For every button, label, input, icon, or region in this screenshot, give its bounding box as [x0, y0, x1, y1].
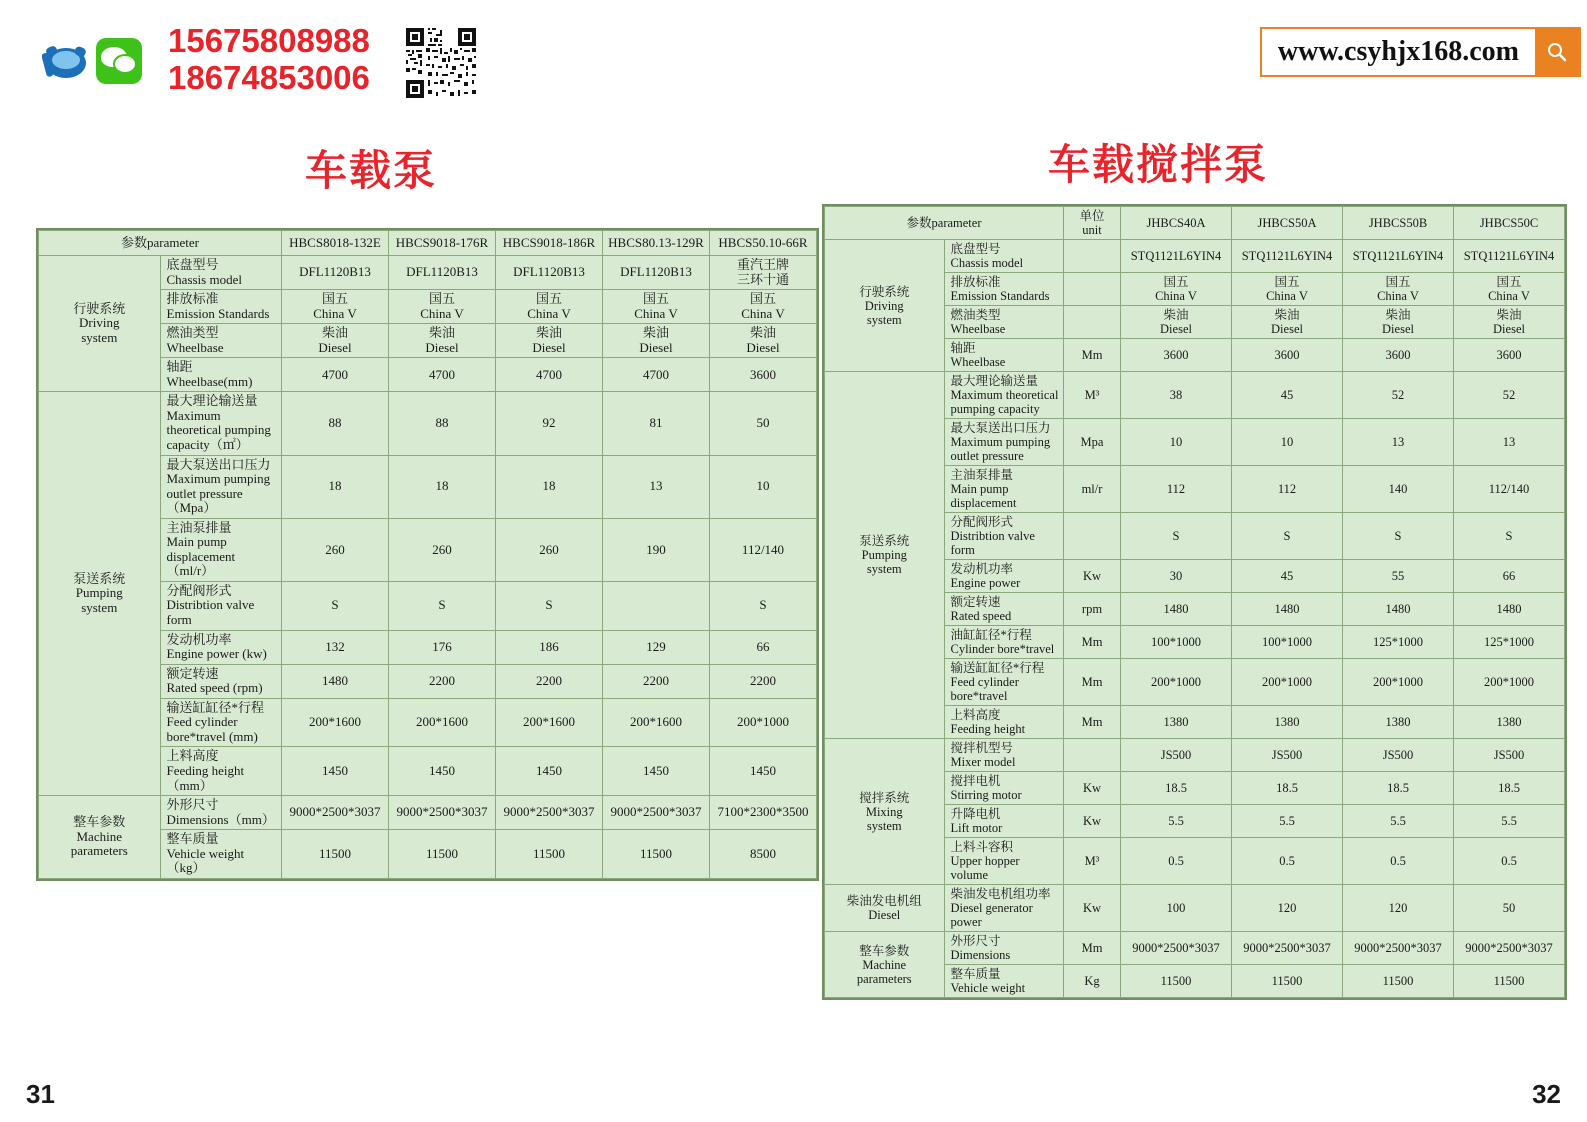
cell-unit — [1064, 306, 1121, 339]
cell-value: S — [389, 581, 496, 630]
page-title-left: 车载泵 — [305, 147, 438, 194]
cell-value: STQ1121L6YIN4 — [1343, 240, 1454, 273]
cell-value: 66 — [710, 630, 817, 664]
cell-value: 国五 China V — [603, 290, 710, 324]
phone-number-1: 15675808988 — [168, 22, 370, 59]
row-label: 最大理论输送量 Maximum theoretical pumping capacity（㎡） — [160, 392, 282, 455]
group-label-2: 整车参数 Machine parameters — [39, 796, 161, 879]
cell-value: 1480 — [1232, 593, 1343, 626]
cell-value: 50 — [1454, 885, 1565, 932]
row-label: 外形尺寸 Dimensions（mm） — [160, 796, 282, 830]
cell-value: 2200 — [603, 664, 710, 698]
cell-value: 9000*2500*3037 — [496, 796, 603, 830]
row-label: 油缸缸径*行程 Cylinder bore*travel — [944, 626, 1064, 659]
cell-value: 88 — [282, 392, 389, 455]
cell-value: 11500 — [1232, 965, 1343, 998]
cell-value: 18.5 — [1454, 772, 1565, 805]
cell-value: 1450 — [710, 747, 817, 796]
cell-unit: Mm — [1064, 626, 1121, 659]
cell-value: 柴油 Diesel — [1232, 306, 1343, 339]
row-label: 底盘型号 Chassis model — [944, 240, 1064, 273]
cell-value: 18.5 — [1121, 772, 1232, 805]
row-label: 底盘型号 Chassis model — [160, 256, 282, 290]
cell-value: 112/140 — [710, 518, 817, 581]
cell-value: 1450 — [496, 747, 603, 796]
cell-value: S — [282, 581, 389, 630]
cell-value: S — [1121, 513, 1232, 560]
cell-value: 3600 — [1232, 339, 1343, 372]
cell-value: 9000*2500*3037 — [282, 796, 389, 830]
cell-unit — [1064, 513, 1121, 560]
cell-unit: Mm — [1064, 706, 1121, 739]
row-label: 整车质量 Vehicle weight （kg） — [160, 830, 282, 879]
cell-value: DFL1120B13 — [496, 256, 603, 290]
website-search-box[interactable] — [1260, 27, 1581, 77]
group-label-1: 泵送系统 Pumping system — [39, 392, 161, 796]
group-label-1: 泵送系统 Pumping system — [825, 372, 945, 739]
page-header — [0, 0, 1587, 110]
cell-value: 1380 — [1343, 706, 1454, 739]
cell-value: 176 — [389, 630, 496, 664]
cell-value: 200*1000 — [1121, 659, 1232, 706]
cell-value: 100*1000 — [1232, 626, 1343, 659]
group-label-3: 柴油发电机组 Diesel — [825, 885, 945, 932]
row-label: 最大泵送出口压力 Maximum pumping outlet pressure （Mpa） — [160, 455, 282, 518]
row-label: 燃油类型 Wheelbase — [160, 324, 282, 358]
table-row — [825, 240, 1565, 273]
cell-value: 4700 — [496, 358, 603, 392]
header-cell-model-0: JHBCS40A — [1121, 207, 1232, 240]
cell-value: 0.5 — [1121, 838, 1232, 885]
cell-value: STQ1121L6YIN4 — [1232, 240, 1343, 273]
cell-value: 260 — [282, 518, 389, 581]
cell-value: 3600 — [1121, 339, 1232, 372]
cell-value: S — [1343, 513, 1454, 560]
cell-unit: Kg — [1064, 965, 1121, 998]
spec-table-right — [824, 206, 1565, 998]
cell-value: DFL1120B13 — [282, 256, 389, 290]
cell-value: DFL1120B13 — [389, 256, 496, 290]
cell-value: 13 — [603, 455, 710, 518]
cell-value: 国五 China V — [389, 290, 496, 324]
cell-value: 88 — [389, 392, 496, 455]
cell-value: 18.5 — [1343, 772, 1454, 805]
cell-value: 1380 — [1121, 706, 1232, 739]
cell-unit: rpm — [1064, 593, 1121, 626]
row-label: 发动机功率 Engine power — [944, 560, 1064, 593]
cell-value: 11500 — [1343, 965, 1454, 998]
cell-unit: M³ — [1064, 838, 1121, 885]
cell-value: 重汽王牌 三环十通 — [710, 256, 817, 290]
row-label: 分配阀形式 Distribtion valve form — [160, 581, 282, 630]
cell-value: 129 — [603, 630, 710, 664]
cell-value: 120 — [1232, 885, 1343, 932]
cell-value: 9000*2500*3037 — [1232, 932, 1343, 965]
cell-value: 260 — [389, 518, 496, 581]
cell-value: 柴油 Diesel — [389, 324, 496, 358]
cell-value: DFL1120B13 — [603, 256, 710, 290]
page-number-right: 32 — [1532, 1079, 1561, 1109]
cell-value: 200*1600 — [389, 698, 496, 747]
cell-value: 4700 — [603, 358, 710, 392]
cell-value: 9000*2500*3037 — [603, 796, 710, 830]
cell-value: 18 — [496, 455, 603, 518]
cell-value: 38 — [1121, 372, 1232, 419]
cell-value: 200*1000 — [1232, 659, 1343, 706]
header-cell-unit: 单位 unit — [1064, 207, 1121, 240]
cell-value: 13 — [1454, 419, 1565, 466]
cell-value: 1450 — [389, 747, 496, 796]
cell-value: 国五 China V — [282, 290, 389, 324]
cell-value: 国五 China V — [496, 290, 603, 324]
cell-value: 柴油 Diesel — [1121, 306, 1232, 339]
cell-value: S — [1454, 513, 1565, 560]
cell-value: 125*1000 — [1454, 626, 1565, 659]
cell-value: 50 — [710, 392, 817, 455]
cell-value: JS500 — [1454, 739, 1565, 772]
cell-value: 柴油 Diesel — [1343, 306, 1454, 339]
cell-value: 1380 — [1232, 706, 1343, 739]
cell-value: 186 — [496, 630, 603, 664]
header-cell-model-2: JHBCS50B — [1343, 207, 1454, 240]
cell-value: 1450 — [603, 747, 710, 796]
group-label-0: 行驶系统 Driving system — [39, 256, 161, 392]
row-label: 输送缸缸径*行程 Feed cylinder bore*travel — [944, 659, 1064, 706]
cell-value: 11500 — [496, 830, 603, 879]
cell-value: 11500 — [282, 830, 389, 879]
cell-value: 9000*2500*3037 — [1121, 932, 1232, 965]
group-label-0: 行驶系统 Driving system — [825, 240, 945, 372]
row-label: 主油泵排量 Main pump displacement （ml/r） — [160, 518, 282, 581]
cell-value: JS500 — [1232, 739, 1343, 772]
table-row — [39, 796, 817, 830]
cell-value: 0.5 — [1343, 838, 1454, 885]
cell-unit: Mm — [1064, 339, 1121, 372]
cell-value: 2200 — [389, 664, 496, 698]
wechat-icon — [96, 38, 142, 84]
row-label: 排放标准 Emission Standards — [160, 290, 282, 324]
row-label: 主油泵排量 Main pump displacement — [944, 466, 1064, 513]
cell-value: 1480 — [1343, 593, 1454, 626]
contact-icons — [42, 38, 142, 84]
cell-value: 10 — [1121, 419, 1232, 466]
cell-value: 112/140 — [1454, 466, 1565, 513]
cell-value: 81 — [603, 392, 710, 455]
cell-value: 5.5 — [1121, 805, 1232, 838]
contact-phone-numbers — [168, 22, 370, 96]
cell-value: 18 — [389, 455, 496, 518]
cell-value: 18.5 — [1232, 772, 1343, 805]
cell-value: 柴油 Diesel — [603, 324, 710, 358]
cell-unit: Mm — [1064, 932, 1121, 965]
table-row — [825, 885, 1565, 932]
qr-code-icon — [404, 26, 478, 100]
cell-value: 0.5 — [1232, 838, 1343, 885]
row-label: 额定转速 Rated speed — [944, 593, 1064, 626]
cell-value: 8500 — [710, 830, 817, 879]
row-label: 升降电机 Lift motor — [944, 805, 1064, 838]
row-label: 搅拌电机 Stirring motor — [944, 772, 1064, 805]
spec-table-left-wrapper — [36, 228, 819, 881]
header-cell-model-3: HBCS80.13-129R — [603, 231, 710, 256]
row-label: 整车质量 Vehicle weight — [944, 965, 1064, 998]
cell-value: 10 — [710, 455, 817, 518]
row-label: 搅拌机型号 Mixer model — [944, 739, 1064, 772]
row-label: 发动机功率 Engine power (kw) — [160, 630, 282, 664]
row-label: 燃油类型 Wheelbase — [944, 306, 1064, 339]
cell-value: 国五 China V — [1121, 273, 1232, 306]
table-header-row — [39, 231, 817, 256]
cell-value: 100 — [1121, 885, 1232, 932]
cell-value — [603, 581, 710, 630]
cell-value: 1480 — [1454, 593, 1565, 626]
row-label: 外形尺寸 Dimensions — [944, 932, 1064, 965]
cell-value: 3600 — [1343, 339, 1454, 372]
cell-value: 200*1000 — [1454, 659, 1565, 706]
cell-value: JS500 — [1121, 739, 1232, 772]
cell-value: 9000*2500*3037 — [389, 796, 496, 830]
cell-value: 1480 — [282, 664, 389, 698]
page-number-left: 31 — [26, 1079, 55, 1109]
cell-value: 国五 China V — [1232, 273, 1343, 306]
cell-value: STQ1121L6YIN4 — [1121, 240, 1232, 273]
cell-value: 1480 — [1121, 593, 1232, 626]
cell-value: 11500 — [389, 830, 496, 879]
cell-unit: Kw — [1064, 885, 1121, 932]
cell-value: 112 — [1121, 466, 1232, 513]
cell-unit — [1064, 739, 1121, 772]
header-cell-model-4: HBCS50.10-66R — [710, 231, 817, 256]
cell-value: 45 — [1232, 372, 1343, 419]
cell-value: 200*1000 — [710, 698, 817, 747]
cell-value: 120 — [1343, 885, 1454, 932]
cell-unit: ml/r — [1064, 466, 1121, 513]
cell-value: 4700 — [389, 358, 496, 392]
cell-value: 13 — [1343, 419, 1454, 466]
cell-unit: Mpa — [1064, 419, 1121, 466]
cell-value: 18 — [282, 455, 389, 518]
header-cell-parameter: 参数parameter — [39, 231, 282, 256]
cell-value: 9000*2500*3037 — [1454, 932, 1565, 965]
header-cell-model-2: HBCS9018-186R — [496, 231, 603, 256]
page-title-right: 车载搅拌泵 — [1048, 141, 1269, 188]
cell-value: 柴油 Diesel — [710, 324, 817, 358]
cell-value: 190 — [603, 518, 710, 581]
cell-value: JS500 — [1343, 739, 1454, 772]
cell-value: 260 — [496, 518, 603, 581]
table-row — [825, 372, 1565, 419]
cell-value: STQ1121L6YIN4 — [1454, 240, 1565, 273]
spec-table-right-wrapper — [822, 204, 1567, 1000]
cell-value: 2200 — [710, 664, 817, 698]
cell-value: 52 — [1343, 372, 1454, 419]
header-cell-model-3: JHBCS50C — [1454, 207, 1565, 240]
cell-value: 140 — [1343, 466, 1454, 513]
cell-value: 国五 China V — [1454, 273, 1565, 306]
cell-value: 5.5 — [1343, 805, 1454, 838]
cell-unit — [1064, 273, 1121, 306]
search-icon[interactable] — [1535, 29, 1579, 75]
cell-value: 125*1000 — [1343, 626, 1454, 659]
row-label: 上料斗容积 Upper hopper volume — [944, 838, 1064, 885]
row-label: 分配阀形式 Distribtion valve form — [944, 513, 1064, 560]
website-url: www.csyhjx168.com — [1277, 36, 1519, 67]
cell-value: 132 — [282, 630, 389, 664]
cell-unit: Kw — [1064, 805, 1121, 838]
header-cell-model-0: HBCS8018-132E — [282, 231, 389, 256]
cell-value: S — [496, 581, 603, 630]
cell-unit: Kw — [1064, 560, 1121, 593]
cell-value: 柴油 Diesel — [282, 324, 389, 358]
cell-value: 1380 — [1454, 706, 1565, 739]
cell-value: 0.5 — [1454, 838, 1565, 885]
table-row — [825, 932, 1565, 965]
cell-unit: Mm — [1064, 659, 1121, 706]
cell-value: 92 — [496, 392, 603, 455]
row-label: 最大理论输送量 Maximum theoretical pumping capacity — [944, 372, 1064, 419]
row-label: 轴距 Wheelbase(mm) — [160, 358, 282, 392]
cell-value: 55 — [1343, 560, 1454, 593]
cell-value: 4700 — [282, 358, 389, 392]
cell-value: 200*1000 — [1343, 659, 1454, 706]
cell-value: 3600 — [1454, 339, 1565, 372]
cell-value: 10 — [1232, 419, 1343, 466]
cell-value: 9000*2500*3037 — [1343, 932, 1454, 965]
header-cell-parameter: 参数parameter — [825, 207, 1064, 240]
group-label-2: 搅拌系统 Mixing system — [825, 739, 945, 885]
group-label-4: 整车参数 Machine parameters — [825, 932, 945, 998]
cell-value: 国五 China V — [1343, 273, 1454, 306]
telephone-icon — [42, 39, 90, 83]
row-label: 上料高度 Feeding height — [944, 706, 1064, 739]
phone-number-2: 18674853006 — [168, 59, 370, 96]
cell-value: 1450 — [282, 747, 389, 796]
header-cell-model-1: JHBCS50A — [1232, 207, 1343, 240]
cell-value: 柴油 Diesel — [1454, 306, 1565, 339]
cell-value: 200*1600 — [496, 698, 603, 747]
cell-value: 3600 — [710, 358, 817, 392]
header-cell-model-1: HBCS9018-176R — [389, 231, 496, 256]
cell-value: 5.5 — [1232, 805, 1343, 838]
table-row — [825, 739, 1565, 772]
cell-value: 11500 — [1454, 965, 1565, 998]
cell-value: S — [710, 581, 817, 630]
cell-value: 柴油 Diesel — [496, 324, 603, 358]
cell-value: 11500 — [1121, 965, 1232, 998]
table-row — [39, 256, 817, 290]
cell-value: 200*1600 — [282, 698, 389, 747]
cell-value: 7100*2300*3500 — [710, 796, 817, 830]
cell-value: 66 — [1454, 560, 1565, 593]
cell-value: 45 — [1232, 560, 1343, 593]
cell-value: 30 — [1121, 560, 1232, 593]
spec-table-left — [38, 230, 817, 879]
row-label: 上料高度 Feeding height （mm） — [160, 747, 282, 796]
cell-value: S — [1232, 513, 1343, 560]
cell-value: 2200 — [496, 664, 603, 698]
row-label: 排放标准 Emission Standards — [944, 273, 1064, 306]
cell-value: 112 — [1232, 466, 1343, 513]
cell-unit: M³ — [1064, 372, 1121, 419]
row-label: 最大泵送出口压力 Maximum pumping outlet pressure — [944, 419, 1064, 466]
cell-value: 5.5 — [1454, 805, 1565, 838]
cell-value: 国五 China V — [710, 290, 817, 324]
cell-value: 200*1600 — [603, 698, 710, 747]
cell-unit — [1064, 240, 1121, 273]
row-label: 轴距 Wheelbase — [944, 339, 1064, 372]
row-label: 柴油发电机组功率 Diesel generator power — [944, 885, 1064, 932]
table-header-row — [825, 207, 1565, 240]
cell-unit: Kw — [1064, 772, 1121, 805]
cell-value: 52 — [1454, 372, 1565, 419]
cell-value: 100*1000 — [1121, 626, 1232, 659]
table-row — [39, 392, 817, 455]
cell-value: 11500 — [603, 830, 710, 879]
row-label: 额定转速 Rated speed (rpm) — [160, 664, 282, 698]
row-label: 输送缸缸径*行程 Feed cylinder bore*travel (mm) — [160, 698, 282, 747]
